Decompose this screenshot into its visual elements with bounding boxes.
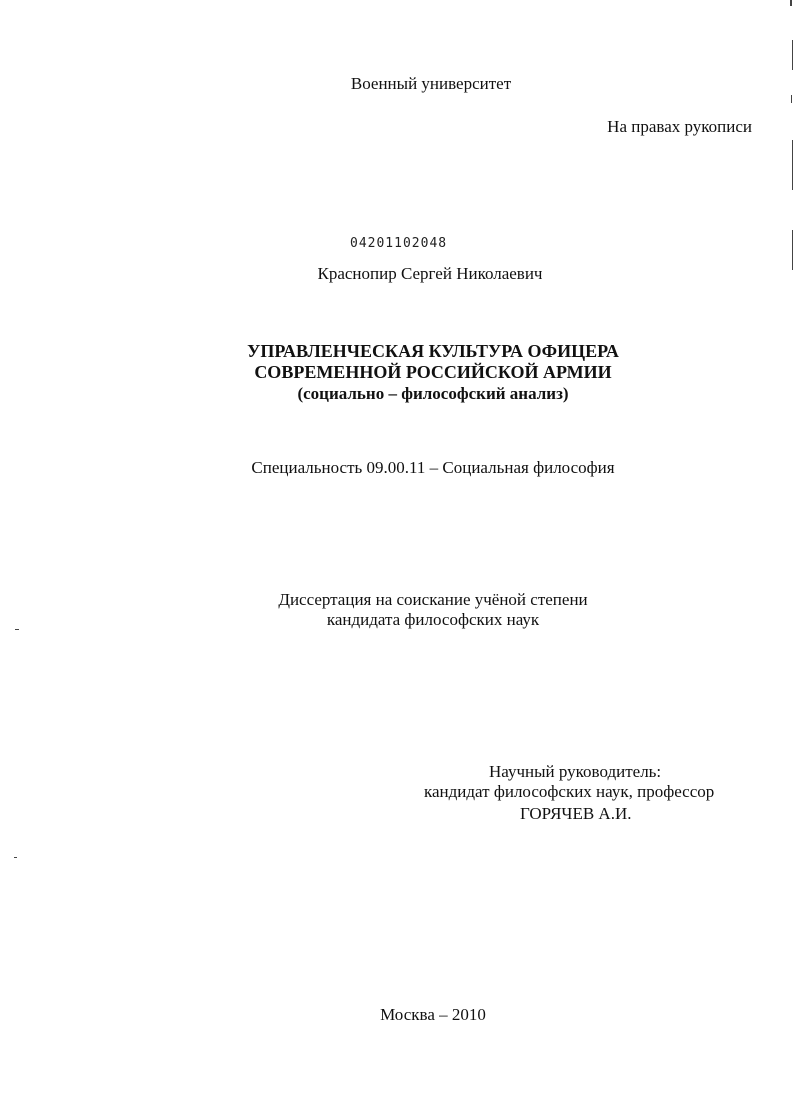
title-line-1: УПРАВЛЕНЧЕСКАЯ КУЛЬТУРА ОФИЦЕРА [247,341,619,361]
supervisor-label: Научный руководитель: [489,762,662,781]
specialty: Специальность 09.00.11 – Социальная философия [251,458,615,477]
scan-mark [14,857,17,858]
catalog-number: 04201102048 [350,236,448,251]
supervisor-degree: кандидат философских наук, профессор [424,782,715,801]
scan-mark [791,95,792,103]
dissertation-line-2: кандидата философских наук [326,610,540,629]
supervisor-name: ГОРЯЧЕВ А.И. [520,804,632,823]
university-name: Военный университет [350,74,512,93]
title-line-2: СОВРЕМЕННОЙ РОССИЙСКОЙ АРМИИ [254,362,612,382]
scan-mark [792,230,793,270]
dissertation-line-1: Диссертация на соискание учёной степени [278,590,588,609]
manuscript-note: На правах рукописи [607,117,752,136]
author-name: Краснопир Сергей Николаевич [317,264,543,283]
city-year: Москва – 2010 [380,1005,486,1024]
scan-mark [792,40,793,70]
scan-mark [792,140,793,190]
scan-mark [15,629,19,630]
scan-mark [790,0,792,6]
title-subtitle: (социально – философский анализ) [297,384,569,403]
